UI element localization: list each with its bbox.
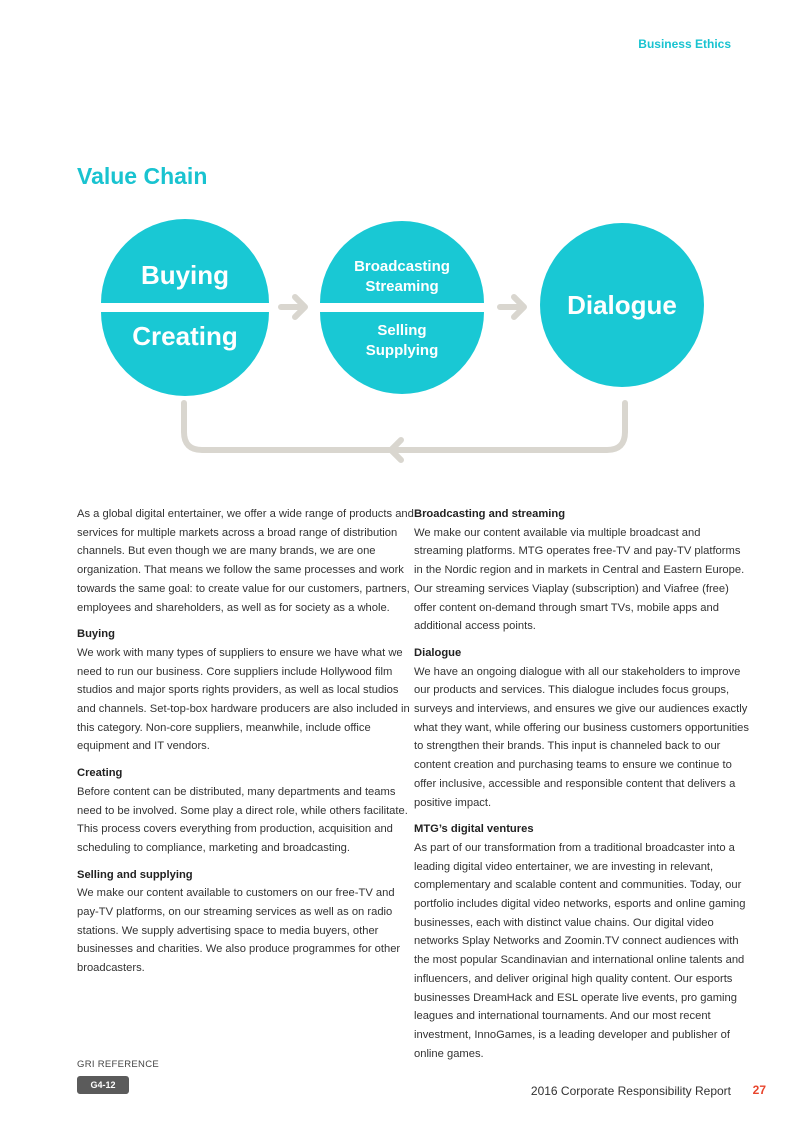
gri-reference-label: GRI REFERENCE: [77, 1059, 160, 1070]
dialogue-paragraph: We have an ongoing dialogue with all our stakeholders to improve our products and services. This dialogue includes focus groups, surveys and interviews, and ensures we give our audiences exactly what they want, while offering our business customers opportunities to strengthen their brands. This input is channeled back to our content creation and purchasing teams to ensure we continue to offer inclusive, accessible and responsible content that delivers a positive impact.: [414, 665, 749, 809]
selling-paragraph: We make our content available to customers on our free-TV and pay-TV platforms, on our streaming services as well as on radio stations. We supply advertising space to media buyers, other businesses and charities. We also produce programmes for other broadcasters.: [77, 887, 401, 975]
creating-paragraph: Before content can be distributed, many departments and teams need to be involved. Some play a direct role, while others facilitate. This process covers everything from production, acquisition and scheduling to compliance, marketing and broadcasting.: [77, 785, 408, 854]
digital-paragraph: As part of our transformation from a traditional broadcaster into a leading digital video entertainer, we are investing in relevant, complementary and scalable content and communities. Today, our portfolio includes digital video networks, esports and online gaming businesses, each with distinct value chains. Our digital video networks Splay Networks and Zoomin.TV connect audiences with the most popular Scandinavian and international online talents and influencers, and deliver original high quality content. Our esports businesses DreamHack and ESL operate live events, pro gaming leagues and international tournaments. And our most recent investment, InnoGames, is a leading developer and publisher of online games.: [414, 841, 746, 1060]
value-chain-diagram: [0, 0, 800, 480]
broadcasting-paragraph: We make our content available via multiple broadcast and streaming platforms. MTG operates free-TV and pay-TV platforms in the Nordic region and in markets in Central and Eastern Europe. Our streaming services Viaplay (subscription) and Viafree (free) offer content on-demand through smart TVs, mobile apps and additional access points.: [414, 526, 745, 633]
left-column: [77, 505, 415, 986]
supplying-label: Supplying: [365, 342, 439, 359]
buying-heading: Buying: [77, 628, 115, 641]
arrow-right-icon: [281, 297, 305, 317]
creating-label: Creating: [132, 321, 238, 351]
intro-paragraph: As a global digital entertainer, we offer a wide range of products and services for multiple markets across a broad range of distribution channels. But even though we are many brands, we are one organization. That means we follow the same processes and work towards the same goal: to create value for our customers, partners, employees and shareholders, as well as for society as a whole.: [77, 508, 414, 614]
section-tag: Business Ethics: [638, 37, 731, 51]
gri-code-badge: G4-12: [77, 1076, 129, 1094]
selling-heading: Selling and supplying: [77, 868, 193, 881]
creating-heading: Creating: [77, 767, 123, 780]
return-loop-line: [184, 403, 625, 450]
page-number: 27: [752, 1083, 766, 1097]
arrow-right-icon: [500, 297, 524, 317]
streaming-label: Streaming: [365, 278, 439, 295]
dialogue-heading: Dialogue: [414, 646, 462, 659]
broadcasting-label: Broadcasting: [354, 258, 450, 275]
report-title: 2016 Corporate Responsibility Report: [530, 1084, 731, 1098]
digital-heading: MTG’s digital ventures: [414, 823, 534, 836]
dialogue-label: Dialogue: [567, 290, 677, 320]
selling-label: Selling: [377, 322, 427, 339]
buying-label: Buying: [140, 260, 230, 290]
page-title: Value Chain: [77, 163, 208, 189]
broadcasting-heading: Broadcasting and streaming: [414, 508, 566, 520]
buying-paragraph: We work with many types of suppliers to ensure we have what we need to run our business. Core suppliers include Hollywood film studios and major sports rights providers, as well as local studios and channels. Set-top-box hardware producers are also included in this category. Non-core suppliers, meanwhile, include office equipment and IT vendors.: [77, 646, 410, 753]
right-column: [414, 505, 752, 1071]
